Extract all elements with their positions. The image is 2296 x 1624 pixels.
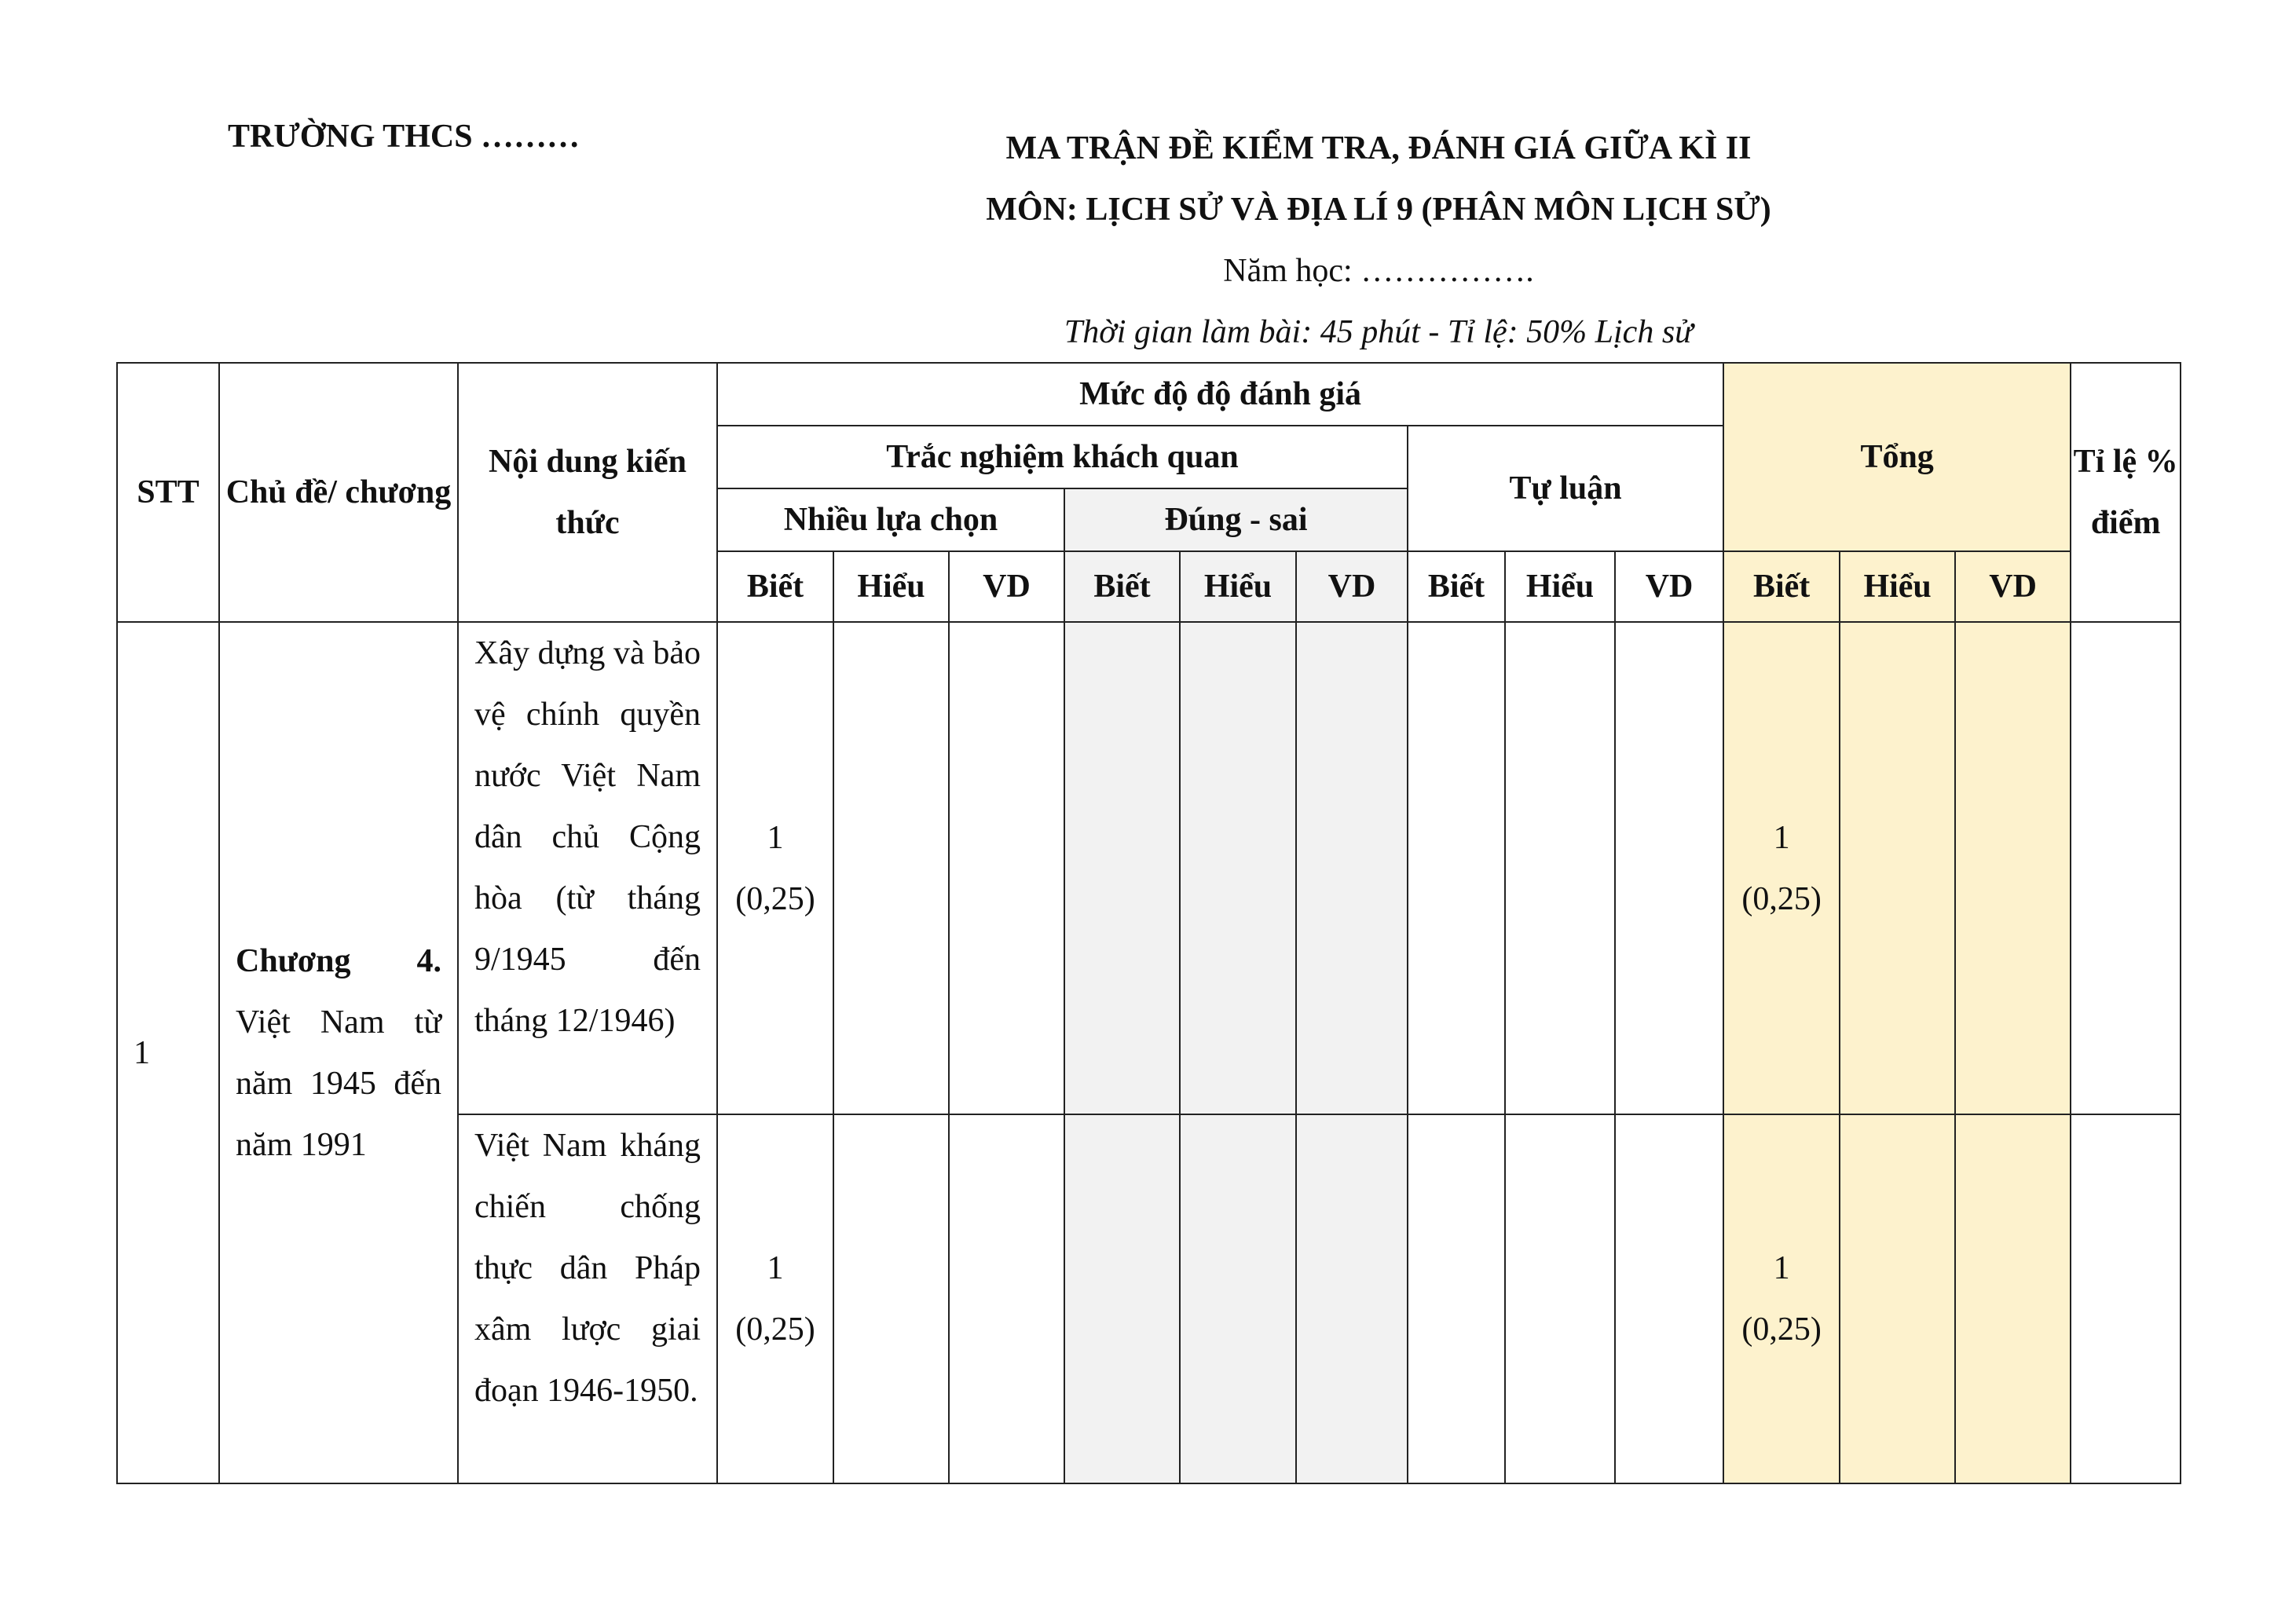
header-total: Tổng bbox=[1723, 363, 2071, 551]
table-row bbox=[117, 622, 2181, 1114]
cell-tl-hieu bbox=[1505, 1114, 1615, 1483]
header-multiple-choice: Nhiều lựa chọn bbox=[717, 488, 1064, 551]
cell-total-hieu bbox=[1840, 1114, 1955, 1483]
header-stt: STT bbox=[117, 363, 219, 622]
cell-ratio bbox=[2071, 1114, 2181, 1483]
school-year: Năm học: ……………. bbox=[1223, 253, 1534, 289]
topic-title: Việt Nam từ năm 1945 đến năm 1991 bbox=[236, 1004, 441, 1163]
header-total-vd: VD bbox=[1955, 551, 2071, 622]
cell-total-vd bbox=[1955, 622, 2071, 1114]
total-count: 1 bbox=[1773, 819, 1790, 856]
total-score: (0,25) bbox=[1741, 880, 1822, 917]
cell-ds-hieu bbox=[1180, 1114, 1296, 1483]
header-tl-biet: Biết bbox=[1408, 551, 1505, 622]
header-total-biet: Biết bbox=[1723, 551, 1840, 622]
cell-nlc-vd bbox=[949, 622, 1064, 1114]
row-content: Việt Nam kháng chiến chống thực dân Pháp xâm lược giai đoạn 1946-1950. bbox=[458, 1114, 717, 1483]
header-true-false: Đúng - sai bbox=[1064, 488, 1408, 551]
header-content: Nội dung kiến thức bbox=[458, 363, 717, 622]
header-ds-hieu: Hiểu bbox=[1180, 551, 1296, 622]
total-score: (0,25) bbox=[1741, 1311, 1822, 1348]
row-content: Xây dựng và bảo vệ chính quyền nước Việt Nam dân chủ Cộng hòa (từ tháng 9/1945 đến tháng 12/1946) bbox=[458, 622, 717, 1114]
question-score: (0,25) bbox=[735, 1311, 815, 1348]
header-essay: Tự luận bbox=[1408, 426, 1723, 551]
header-nlc-biet: Biết bbox=[717, 551, 833, 622]
cell-nlc-vd bbox=[949, 1114, 1064, 1483]
header-topic: Chủ đề/ chương bbox=[219, 363, 458, 622]
cell-ratio bbox=[2071, 622, 2181, 1114]
school-name: TRƯỜNG THCS ……… bbox=[228, 119, 580, 155]
cell-ds-hieu bbox=[1180, 622, 1296, 1114]
header-total-hieu: Hiểu bbox=[1840, 551, 1955, 622]
subject-title: MÔN: LỊCH SỬ VÀ ĐỊA LÍ 9 (PHÂN MÔN LỊCH SỬ) bbox=[986, 192, 1771, 228]
exam-matrix-title: MA TRẬN ĐỀ KIỂM TRA, ĐÁNH GIÁ GIỮA KÌ II bbox=[1005, 130, 1752, 166]
question-score: (0,25) bbox=[735, 880, 815, 917]
cell-ds-biet bbox=[1064, 622, 1180, 1114]
exam-time-ratio: Thời gian làm bài: 45 phút - Tỉ lệ: 50% Lịch sử bbox=[1064, 314, 1694, 350]
cell-nlc-biet bbox=[717, 1114, 833, 1483]
header-nlc-hieu: Hiểu bbox=[833, 551, 949, 622]
question-count: 1 bbox=[767, 1250, 784, 1286]
title-block bbox=[825, 118, 1932, 363]
header-assessment-level: Mức độ độ đánh giá bbox=[717, 363, 1723, 426]
cell-nlc-biet bbox=[717, 622, 833, 1114]
cell-total-hieu bbox=[1840, 622, 1955, 1114]
header-ratio: Tỉ lệ % điểm bbox=[2071, 363, 2181, 622]
cell-tl-hieu bbox=[1505, 622, 1615, 1114]
header-tl-hieu: Hiểu bbox=[1505, 551, 1615, 622]
cell-tl-biet bbox=[1408, 622, 1505, 1114]
header-ds-vd: VD bbox=[1296, 551, 1408, 622]
header-tl-vd: VD bbox=[1615, 551, 1723, 622]
cell-total-vd bbox=[1955, 1114, 2071, 1483]
cell-tl-vd bbox=[1615, 1114, 1723, 1483]
header-nlc-vd: VD bbox=[949, 551, 1064, 622]
header-ds-biet: Biết bbox=[1064, 551, 1180, 622]
assessment-matrix-table bbox=[116, 362, 2181, 1484]
cell-ds-biet bbox=[1064, 1114, 1180, 1483]
question-count: 1 bbox=[767, 819, 784, 856]
topic-chapter: Chương 4. bbox=[236, 942, 441, 979]
cell-total-biet bbox=[1723, 622, 1840, 1114]
cell-ds-vd bbox=[1296, 622, 1408, 1114]
cell-tl-biet bbox=[1408, 1114, 1505, 1483]
cell-nlc-hieu bbox=[833, 622, 949, 1114]
cell-ds-vd bbox=[1296, 1114, 1408, 1483]
row-topic bbox=[219, 622, 458, 1483]
cell-total-biet bbox=[1723, 1114, 1840, 1483]
total-count: 1 bbox=[1773, 1250, 1790, 1286]
cell-tl-vd bbox=[1615, 622, 1723, 1114]
cell-nlc-hieu bbox=[833, 1114, 949, 1483]
header-objective: Trắc nghiệm khách quan bbox=[717, 426, 1408, 488]
row-stt: 1 bbox=[117, 622, 219, 1483]
